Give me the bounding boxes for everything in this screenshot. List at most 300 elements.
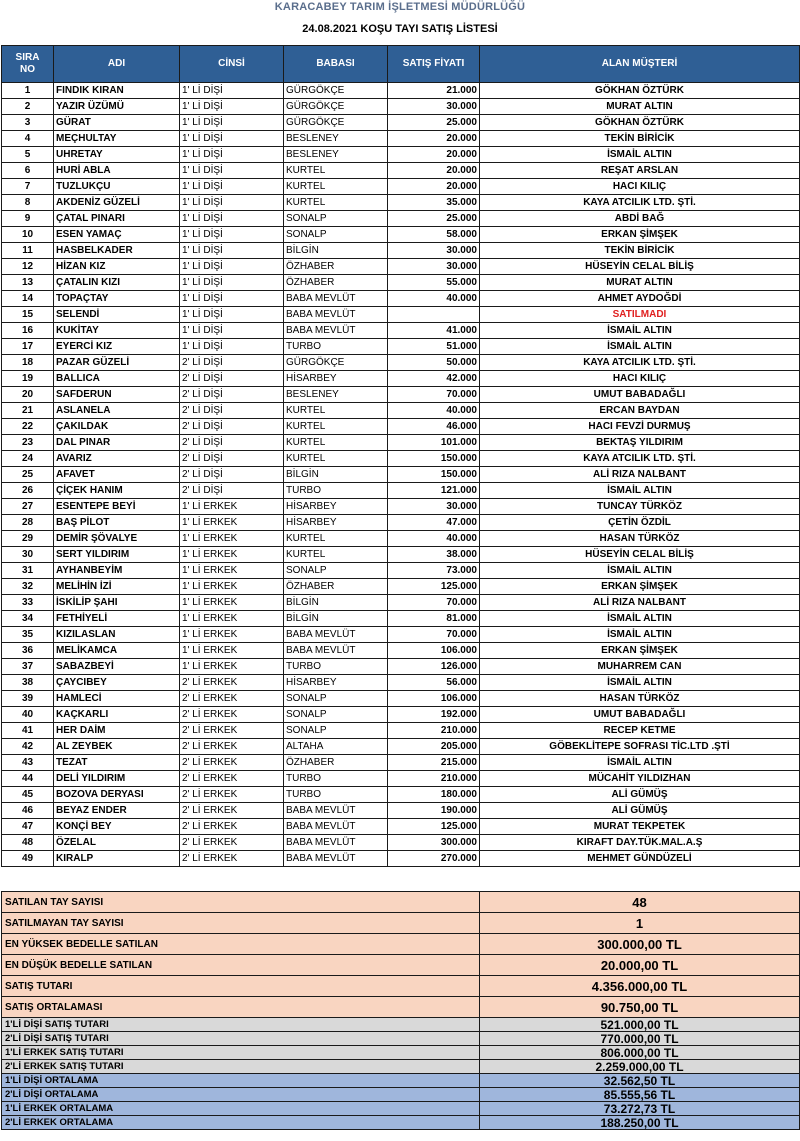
cell-alan-musteri: MÜCAHİT YILDIZHAN [480, 771, 800, 787]
cell-adi: AVARIZ [54, 451, 180, 467]
cell-alan-musteri: ERKAN ŞİMŞEK [480, 579, 800, 595]
table-row [2, 243, 800, 259]
cell-sira-no: 15 [2, 307, 54, 323]
table-row [2, 835, 800, 851]
cell-cinsi: 1' Lİ ERKEK [180, 531, 284, 547]
summary-row [2, 934, 800, 955]
cell-sira-no: 35 [2, 627, 54, 643]
cell-sira-no: 44 [2, 771, 54, 787]
cell-adi: ÇATAL PINARI [54, 211, 180, 227]
cell-adi: ÖZELAL [54, 835, 180, 851]
cell-adi: BAŞ PİLOT [54, 515, 180, 531]
table-row [2, 339, 800, 355]
cell-adi: DAL PINAR [54, 435, 180, 451]
cell-babasi: BABA MEVLÜT [284, 835, 388, 851]
table-row [2, 435, 800, 451]
cell-alan-musteri: İSMAİL ALTIN [480, 563, 800, 579]
cell-adi: TUZLUKÇU [54, 179, 180, 195]
cell-babasi: GÜRGÖKÇE [284, 115, 388, 131]
cell-alan-musteri: İSMAİL ALTIN [480, 483, 800, 499]
cell-babasi: KURTEL [284, 179, 388, 195]
cell-cinsi: 2' Lİ ERKEK [180, 851, 284, 867]
cell-alan-musteri: ALİ RIZA NALBANT [480, 595, 800, 611]
cell-alan-musteri: ERKAN ŞİMŞEK [480, 227, 800, 243]
cell-cinsi: 2' Lİ ERKEK [180, 707, 284, 723]
summary-row [2, 1018, 800, 1032]
column-header-musteri: ALAN MÜŞTERİ [480, 46, 800, 83]
cell-satis-fiyati: 205.000 [388, 739, 480, 755]
table-row [2, 275, 800, 291]
table-row [2, 707, 800, 723]
cell-babasi: BİLGİN [284, 467, 388, 483]
cell-cinsi: 2' Lİ ERKEK [180, 771, 284, 787]
cell-alan-musteri: KAYA ATCILIK LTD. ŞTİ. [480, 195, 800, 211]
cell-satis-fiyati: 210.000 [388, 771, 480, 787]
cell-satis-fiyati: 46.000 [388, 419, 480, 435]
cell-cinsi: 1' Lİ DİŞİ [180, 339, 284, 355]
cell-cinsi: 2' Lİ DİŞİ [180, 403, 284, 419]
cell-sira-no: 20 [2, 387, 54, 403]
column-header-adi: ADI [54, 46, 180, 83]
cell-alan-musteri: GÖKHAN ÖZTÜRK [480, 115, 800, 131]
cell-adi: İSKİLİP ŞAHI [54, 595, 180, 611]
cell-cinsi: 2' Lİ ERKEK [180, 819, 284, 835]
cell-adi: HER DAİM [54, 723, 180, 739]
table-row [2, 723, 800, 739]
cell-sira-no: 28 [2, 515, 54, 531]
cell-cinsi: 2' Lİ DİŞİ [180, 483, 284, 499]
table-row [2, 819, 800, 835]
cell-babasi: ÖZHABER [284, 579, 388, 595]
cell-alan-musteri: İSMAİL ALTIN [480, 611, 800, 627]
cell-alan-musteri: KAYA ATCILIK LTD. ŞTİ. [480, 355, 800, 371]
cell-sira-no: 12 [2, 259, 54, 275]
cell-alan-musteri: ABDİ BAĞ [480, 211, 800, 227]
cell-adi: DELİ YILDIRIM [54, 771, 180, 787]
cell-cinsi: 1' Lİ ERKEK [180, 611, 284, 627]
cell-babasi: SONALP [284, 211, 388, 227]
cell-adi: BOZOVA DERYASI [54, 787, 180, 803]
summary-row [2, 1046, 800, 1060]
cell-sira-no: 40 [2, 707, 54, 723]
cell-sira-no: 10 [2, 227, 54, 243]
cell-babasi: KURTEL [284, 195, 388, 211]
cell-adi: SERT YILDIRIM [54, 547, 180, 563]
cell-alan-musteri: KIRAFT DAY.TÜK.MAL.A.Ş [480, 835, 800, 851]
cell-satis-fiyati: 40.000 [388, 531, 480, 547]
cell-babasi: SONALP [284, 563, 388, 579]
cell-babasi: SONALP [284, 227, 388, 243]
table-row [2, 499, 800, 515]
cell-babasi: KURTEL [284, 531, 388, 547]
cell-adi: AFAVET [54, 467, 180, 483]
cell-sira-no: 25 [2, 467, 54, 483]
cell-satis-fiyati: 215.000 [388, 755, 480, 771]
cell-adi: FINDIK KIRAN [54, 83, 180, 99]
cell-satis-fiyati: 40.000 [388, 403, 480, 419]
cell-sira-no: 22 [2, 419, 54, 435]
cell-satis-fiyati: 121.000 [388, 483, 480, 499]
cell-sira-no: 49 [2, 851, 54, 867]
table-row [2, 83, 800, 99]
cell-alan-musteri: MURAT ALTIN [480, 99, 800, 115]
table-row [2, 787, 800, 803]
cell-cinsi: 1' Lİ DİŞİ [180, 99, 284, 115]
cell-satis-fiyati: 20.000 [388, 147, 480, 163]
table-row [2, 115, 800, 131]
cell-babasi: SONALP [284, 723, 388, 739]
table-row [2, 99, 800, 115]
table-row [2, 147, 800, 163]
summary-row [2, 1116, 800, 1130]
cell-sira-no: 45 [2, 787, 54, 803]
cell-adi: ÇATALIN KIZI [54, 275, 180, 291]
summary-label: 2'Lİ DİŞİ SATIŞ TUTARI [2, 1032, 480, 1046]
cell-babasi: BABA MEVLÜT [284, 627, 388, 643]
table-row [2, 451, 800, 467]
column-header-babasi: BABASI [284, 46, 388, 83]
cell-cinsi: 2' Lİ ERKEK [180, 755, 284, 771]
cell-babasi: KURTEL [284, 403, 388, 419]
cell-sira-no: 38 [2, 675, 54, 691]
cell-sira-no: 9 [2, 211, 54, 227]
cell-adi: EYERCİ KIZ [54, 339, 180, 355]
table-row [2, 195, 800, 211]
table-row [2, 163, 800, 179]
table-row [2, 131, 800, 147]
cell-adi: AYHANBEYİM [54, 563, 180, 579]
cell-sira-no: 43 [2, 755, 54, 771]
cell-satis-fiyati: 58.000 [388, 227, 480, 243]
cell-adi: KONÇİ BEY [54, 819, 180, 835]
table-row [2, 355, 800, 371]
cell-sira-no: 42 [2, 739, 54, 755]
summary-label: SATILAN TAY SAYISI [2, 892, 480, 913]
cell-alan-musteri: ALİ RIZA NALBANT [480, 467, 800, 483]
cell-babasi: BABA MEVLÜT [284, 803, 388, 819]
table-row [2, 403, 800, 419]
cell-sira-no: 39 [2, 691, 54, 707]
cell-cinsi: 1' Lİ ERKEK [180, 499, 284, 515]
summary-label: 2'Lİ ERKEK SATIŞ TUTARI [2, 1060, 480, 1074]
cell-adi: KIRALP [54, 851, 180, 867]
summary-value: 2.259.000,00 TL [480, 1060, 800, 1074]
cell-alan-musteri: AHMET AYDOĞDİ [480, 291, 800, 307]
cell-alan-musteri: İSMAİL ALTIN [480, 323, 800, 339]
cell-babasi: BABA MEVLÜT [284, 323, 388, 339]
cell-sira-no: 46 [2, 803, 54, 819]
cell-satis-fiyati: 192.000 [388, 707, 480, 723]
cell-satis-fiyati [388, 307, 480, 323]
cell-alan-musteri: REŞAT ARSLAN [480, 163, 800, 179]
cell-adi: ÇAYCIBEY [54, 675, 180, 691]
cell-sira-no: 26 [2, 483, 54, 499]
cell-satis-fiyati: 180.000 [388, 787, 480, 803]
cell-sira-no: 27 [2, 499, 54, 515]
cell-cinsi: 1' Lİ DİŞİ [180, 275, 284, 291]
summary-value: 48 [480, 892, 800, 913]
summary-label: 1'Lİ DİŞİ ORTALAMA [2, 1074, 480, 1088]
summary-label: SATIŞ TUTARI [2, 976, 480, 997]
cell-alan-musteri: HACI KILIÇ [480, 179, 800, 195]
cell-satis-fiyati: 40.000 [388, 291, 480, 307]
cell-satis-fiyati: 210.000 [388, 723, 480, 739]
cell-cinsi: 2' Lİ ERKEK [180, 723, 284, 739]
cell-sira-no: 32 [2, 579, 54, 595]
cell-sira-no: 21 [2, 403, 54, 419]
cell-satis-fiyati: 56.000 [388, 675, 480, 691]
cell-babasi: GÜRGÖKÇE [284, 83, 388, 99]
cell-babasi: ÖZHABER [284, 259, 388, 275]
cell-babasi: BİLGİN [284, 595, 388, 611]
cell-babasi: TURBO [284, 659, 388, 675]
cell-adi: FETHİYELİ [54, 611, 180, 627]
cell-cinsi: 1' Lİ ERKEK [180, 547, 284, 563]
cell-sira-no: 1 [2, 83, 54, 99]
cell-cinsi: 2' Lİ DİŞİ [180, 371, 284, 387]
cell-cinsi: 1' Lİ ERKEK [180, 627, 284, 643]
cell-satis-fiyati: 30.000 [388, 499, 480, 515]
table-row [2, 659, 800, 675]
cell-alan-musteri: ALİ GÜMÜŞ [480, 787, 800, 803]
cell-cinsi: 2' Lİ ERKEK [180, 691, 284, 707]
cell-babasi: ÖZHABER [284, 755, 388, 771]
cell-cinsi: 1' Lİ DİŞİ [180, 227, 284, 243]
cell-babasi: BABA MEVLÜT [284, 291, 388, 307]
cell-sira-no: 33 [2, 595, 54, 611]
cell-babasi: KURTEL [284, 419, 388, 435]
table-row [2, 563, 800, 579]
table-row [2, 547, 800, 563]
cell-cinsi: 1' Lİ DİŞİ [180, 323, 284, 339]
summary-label: SATILMAYAN TAY SAYISI [2, 913, 480, 934]
cell-satis-fiyati: 21.000 [388, 83, 480, 99]
cell-sira-no: 34 [2, 611, 54, 627]
summary-row [2, 976, 800, 997]
cell-alan-musteri: HASAN TÜRKÖZ [480, 691, 800, 707]
cell-adi: YAZIR ÜZÜMÜ [54, 99, 180, 115]
summary-value: 90.750,00 TL [480, 997, 800, 1018]
summary-row [2, 1102, 800, 1116]
cell-adi: UHRETAY [54, 147, 180, 163]
cell-sira-no: 2 [2, 99, 54, 115]
cell-alan-musteri: İSMAİL ALTIN [480, 675, 800, 691]
cell-satis-fiyati: 106.000 [388, 643, 480, 659]
cell-sira-no: 17 [2, 339, 54, 355]
summary-label: 1'Lİ ERKEK SATIŞ TUTARI [2, 1046, 480, 1060]
cell-cinsi: 1' Lİ DİŞİ [180, 115, 284, 131]
cell-babasi: ALTAHA [284, 739, 388, 755]
table-row [2, 627, 800, 643]
column-header-cinsi: CİNSİ [180, 46, 284, 83]
column-header-sira-line1: SIRA [15, 52, 40, 63]
cell-satis-fiyati: 73.000 [388, 563, 480, 579]
cell-cinsi: 1' Lİ DİŞİ [180, 83, 284, 99]
cell-babasi: HİSARBEY [284, 515, 388, 531]
cell-satis-fiyati: 125.000 [388, 819, 480, 835]
column-header-fiyat: SATIŞ FİYATI [388, 46, 480, 83]
cell-alan-musteri: UMUT BABADAĞLI [480, 387, 800, 403]
table-row [2, 803, 800, 819]
cell-sira-no: 5 [2, 147, 54, 163]
cell-cinsi: 2' Lİ ERKEK [180, 675, 284, 691]
cell-adi: HAMLECİ [54, 691, 180, 707]
cell-babasi: BESLENEY [284, 147, 388, 163]
cell-sira-no: 31 [2, 563, 54, 579]
cell-satis-fiyati: 51.000 [388, 339, 480, 355]
cell-sira-no: 47 [2, 819, 54, 835]
cell-sira-no: 4 [2, 131, 54, 147]
cell-babasi: BABA MEVLÜT [284, 643, 388, 659]
table-row [2, 691, 800, 707]
cell-adi: GÜRAT [54, 115, 180, 131]
page-title: 24.08.2021 KOŞU TAYI SATIŞ LİSTESİ [302, 23, 498, 35]
summary-row [2, 892, 800, 913]
cell-alan-musteri: İSMAİL ALTIN [480, 339, 800, 355]
table-row [2, 179, 800, 195]
cell-adi: MEÇHULTAY [54, 131, 180, 147]
summary-label: 1'Lİ DİŞİ SATIŞ TUTARI [2, 1018, 480, 1032]
table-row [2, 371, 800, 387]
cell-adi: AKDENİZ GÜZELİ [54, 195, 180, 211]
cell-satis-fiyati: 30.000 [388, 99, 480, 115]
cell-cinsi: 1' Lİ ERKEK [180, 563, 284, 579]
table-row [2, 531, 800, 547]
cell-sira-no: 41 [2, 723, 54, 739]
summary-row [2, 1088, 800, 1102]
cell-adi: TOPAÇTAY [54, 291, 180, 307]
cell-sira-no: 48 [2, 835, 54, 851]
cell-babasi: KURTEL [284, 435, 388, 451]
cell-adi: KAÇKARLI [54, 707, 180, 723]
cell-cinsi: 2' Lİ DİŞİ [180, 435, 284, 451]
cell-babasi: HİSARBEY [284, 371, 388, 387]
cell-cinsi: 1' Lİ ERKEK [180, 595, 284, 611]
summary-row [2, 1074, 800, 1088]
cell-satis-fiyati: 38.000 [388, 547, 480, 563]
cell-babasi: TURBO [284, 771, 388, 787]
cell-babasi: BESLENEY [284, 131, 388, 147]
summary-body [2, 892, 800, 1130]
summary-value: 521.000,00 TL [480, 1018, 800, 1032]
column-header-sira-line2: NO [20, 64, 35, 75]
cell-babasi: HİSARBEY [284, 675, 388, 691]
cell-adi: SABAZBEYİ [54, 659, 180, 675]
cell-babasi: BİLGİN [284, 243, 388, 259]
cell-satis-fiyati: 50.000 [388, 355, 480, 371]
cell-cinsi: 1' Lİ DİŞİ [180, 195, 284, 211]
cell-alan-musteri: HÜSEYİN CELAL BİLİŞ [480, 259, 800, 275]
cell-sira-no: 29 [2, 531, 54, 547]
cell-alan-musteri: HACI FEVZİ DURMUŞ [480, 419, 800, 435]
cell-alan-musteri: HÜSEYİN CELAL BİLİŞ [480, 547, 800, 563]
table-row [2, 595, 800, 611]
table-row [2, 643, 800, 659]
table-row [2, 227, 800, 243]
cell-sira-no: 37 [2, 659, 54, 675]
cell-alan-musteri: MEHMET GÜNDÜZELİ [480, 851, 800, 867]
cell-adi: ESEN YAMAÇ [54, 227, 180, 243]
cell-satis-fiyati: 70.000 [388, 387, 480, 403]
table-body [2, 83, 800, 867]
cell-adi: ÇİÇEK HANIM [54, 483, 180, 499]
summary-value: 4.356.000,00 TL [480, 976, 800, 997]
table-row [2, 771, 800, 787]
cell-alan-musteri: BEKTAŞ YILDIRIM [480, 435, 800, 451]
cell-babasi: TURBO [284, 483, 388, 499]
cell-adi: KIZILASLAN [54, 627, 180, 643]
table-row [2, 739, 800, 755]
cell-satis-fiyati: 30.000 [388, 259, 480, 275]
cell-babasi: ÖZHABER [284, 275, 388, 291]
summary-value: 806.000,00 TL [480, 1046, 800, 1060]
table-row [2, 291, 800, 307]
summary-value: 32.562,50 TL [480, 1074, 800, 1088]
cell-cinsi: 1' Lİ DİŞİ [180, 179, 284, 195]
cell-cinsi: 1' Lİ DİŞİ [180, 211, 284, 227]
cell-cinsi: 1' Lİ DİŞİ [180, 307, 284, 323]
cell-satis-fiyati: 150.000 [388, 451, 480, 467]
cell-adi: BALLICA [54, 371, 180, 387]
cell-babasi: TURBO [284, 787, 388, 803]
cell-sira-no: 8 [2, 195, 54, 211]
cell-alan-musteri: TUNCAY TÜRKÖZ [480, 499, 800, 515]
cell-cinsi: 1' Lİ ERKEK [180, 515, 284, 531]
cell-satis-fiyati: 270.000 [388, 851, 480, 867]
summary-row [2, 1060, 800, 1074]
summary-label: EN DÜŞÜK BEDELLE SATILAN [2, 955, 480, 976]
cell-cinsi: 2' Lİ DİŞİ [180, 467, 284, 483]
cell-alan-musteri: HACI KILIÇ [480, 371, 800, 387]
cell-alan-musteri: TEKİN BİRİCİK [480, 131, 800, 147]
cell-satis-fiyati: 35.000 [388, 195, 480, 211]
summary-row [2, 1032, 800, 1046]
cell-alan-musteri: SATILMADI [480, 307, 800, 323]
cell-adi: TEZAT [54, 755, 180, 771]
cell-sira-no: 30 [2, 547, 54, 563]
cell-satis-fiyati: 20.000 [388, 131, 480, 147]
cell-sira-no: 24 [2, 451, 54, 467]
summary-label: 1'Lİ ERKEK ORTALAMA [2, 1102, 480, 1116]
cell-babasi: GÜRGÖKÇE [284, 355, 388, 371]
cell-alan-musteri: İSMAİL ALTIN [480, 147, 800, 163]
cell-alan-musteri: GÖKHAN ÖZTÜRK [480, 83, 800, 99]
cell-sira-no: 6 [2, 163, 54, 179]
cell-adi: ÇAKILDAK [54, 419, 180, 435]
cell-adi: HİZAN KIZ [54, 259, 180, 275]
cell-cinsi: 1' Lİ DİŞİ [180, 259, 284, 275]
cell-babasi: SONALP [284, 707, 388, 723]
cell-satis-fiyati: 70.000 [388, 595, 480, 611]
cell-adi: HURİ ABLA [54, 163, 180, 179]
cell-sira-no: 11 [2, 243, 54, 259]
cell-babasi: HİSARBEY [284, 499, 388, 515]
cell-adi: DEMİR ŞÖVALYE [54, 531, 180, 547]
cell-babasi: BABA MEVLÜT [284, 851, 388, 867]
cell-satis-fiyati: 125.000 [388, 579, 480, 595]
cell-adi: MELİKAMCA [54, 643, 180, 659]
cell-alan-musteri: ÇETİN ÖZDİL [480, 515, 800, 531]
summary-label: 2'Lİ DİŞİ ORTALAMA [2, 1088, 480, 1102]
cell-babasi: BİLGİN [284, 611, 388, 627]
summary-table [1, 891, 800, 1130]
cell-satis-fiyati: 47.000 [388, 515, 480, 531]
cell-sira-no: 36 [2, 643, 54, 659]
cell-adi: HASBELKADER [54, 243, 180, 259]
cell-babasi: KURTEL [284, 451, 388, 467]
cell-adi: ESENTEPE BEYİ [54, 499, 180, 515]
table-row [2, 675, 800, 691]
